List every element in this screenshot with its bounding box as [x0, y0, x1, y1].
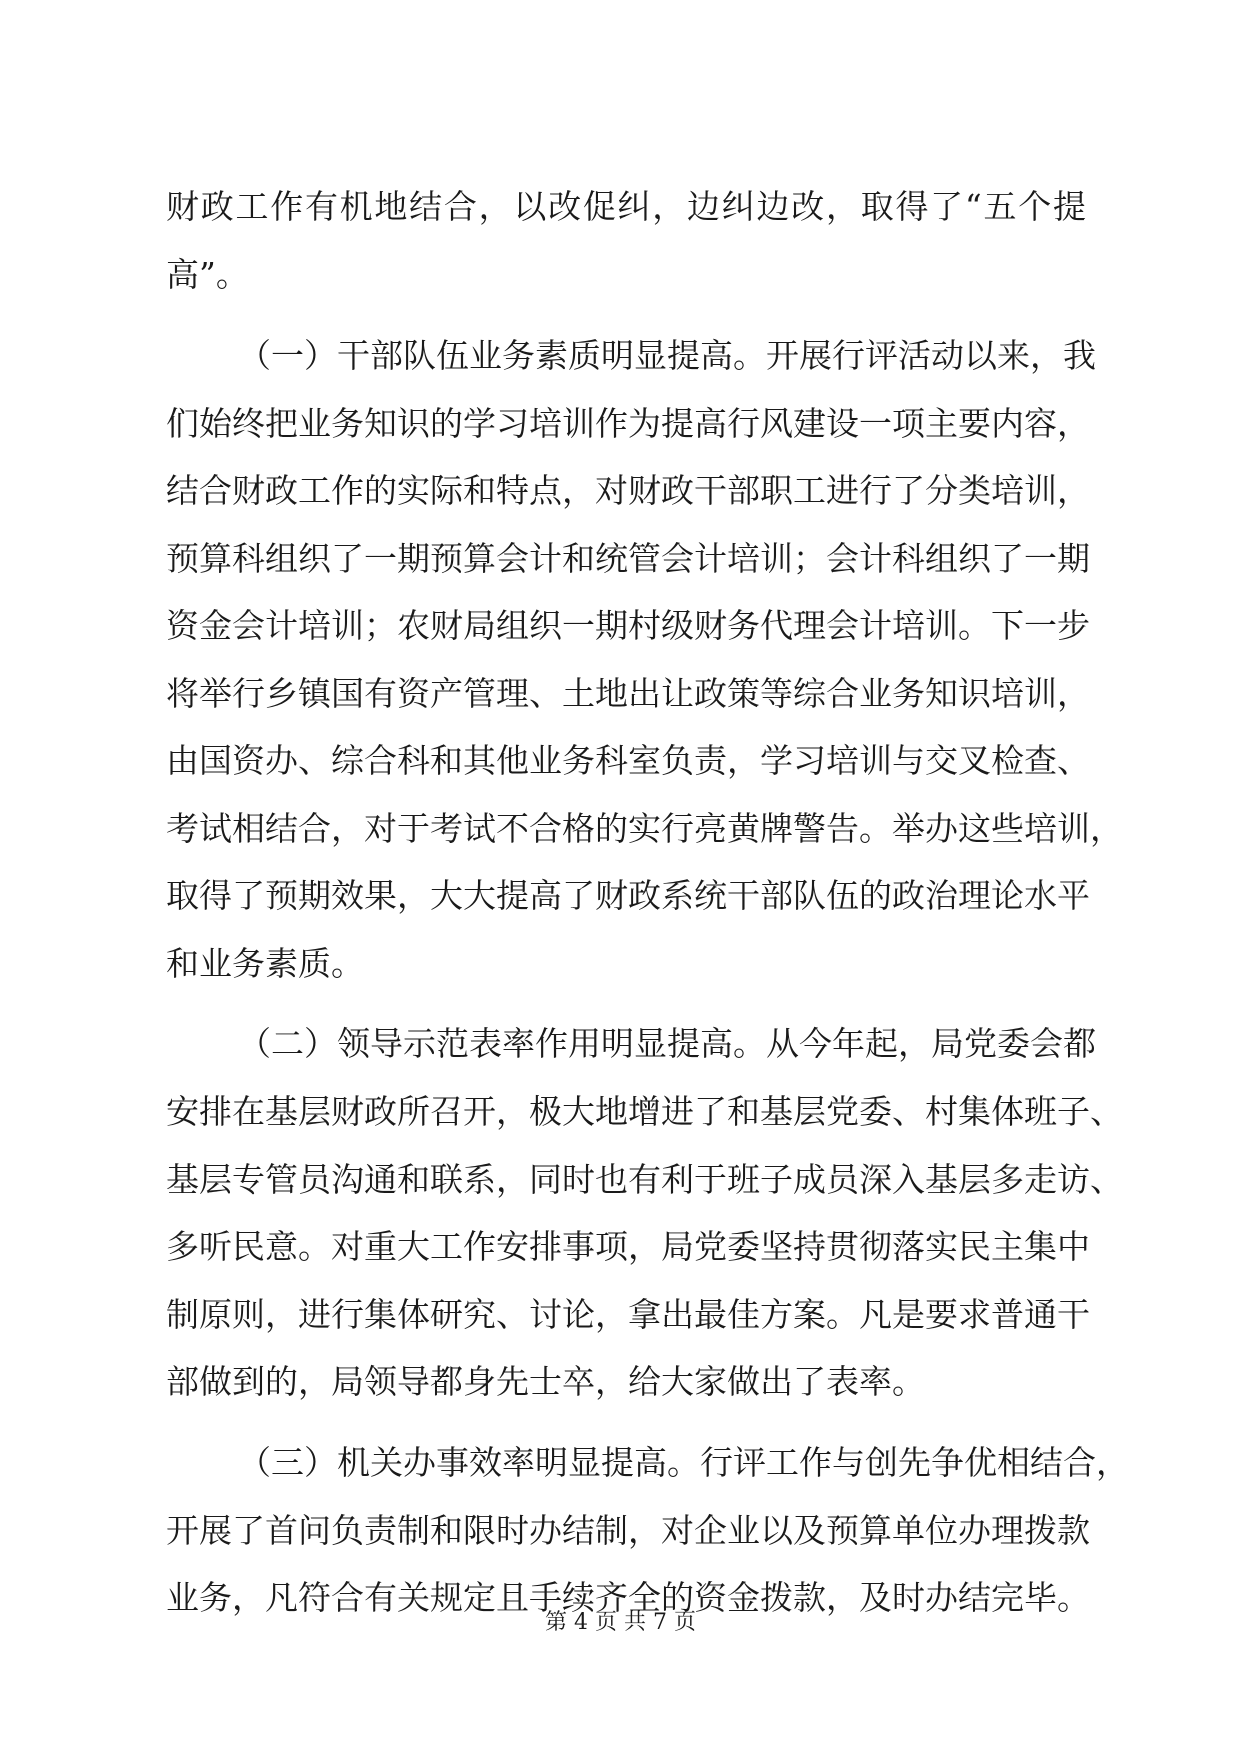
- text-line: 财政工作有机地结合，以改促纠，边纠边改，取得了“五个提: [166, 187, 1086, 226]
- text-line: 资金会计培训；农财局组织一期村级财务代理会计培训。下一步: [166, 606, 1090, 645]
- text-line: 部做到的，局领导都身先士卒，给大家做出了表率。: [166, 1362, 925, 1401]
- page-footer: 第 4 页 共 7 页: [545, 1610, 696, 1635]
- text-line: 安排在基层财政所召开，极大地增进了和基层党委、村集体班子、: [166, 1092, 1123, 1131]
- text-line: 开展了首问负责制和限时办结制，对企业以及预算单位办理拨款: [166, 1511, 1090, 1550]
- text-line: 由国资办、综合科和其他业务科室负责，学习培训与交叉检查、: [166, 741, 1090, 780]
- text-line: 制原则，进行集体研究、讨论，拿出最佳方案。凡是要求普通干: [166, 1295, 1090, 1334]
- text-line: 和业务素质。: [166, 944, 364, 983]
- text-line: 考试相结合，对于考试不合格的实行亮黄牌警告。举办这些培训，: [166, 809, 1123, 848]
- text-line: 基层专管员沟通和联系，同时也有利于班子成员深入基层多走访、: [166, 1160, 1123, 1199]
- text-line: 预算科组织了一期预算会计和统管会计培训；会计科组织了一期: [166, 539, 1090, 578]
- paragraph-2-first-line: （二）领导示范表率作用明显提高。从今年起，局党委会都: [238, 1024, 1096, 1063]
- text-line: 取得了预期效果，大大提高了财政系统干部队伍的政治理论水平: [166, 876, 1090, 915]
- text-line: 将举行乡镇国有资产管理、土地出让政策等综合业务知识培训，: [166, 674, 1090, 713]
- text-line: 结合财政工作的实际和特点，对财政干部职工进行了分类培训，: [166, 471, 1090, 510]
- text-line: 多听民意。对重大工作安排事项，局党委坚持贯彻落实民主集中: [166, 1227, 1090, 1266]
- text-line: 高”。: [166, 255, 249, 294]
- paragraph-1-first-line: （一）干部队伍业务素质明显提高。开展行评活动以来，我: [238, 336, 1096, 375]
- text-line: 们始终把业务知识的学习培训作为提高行风建设一项主要内容，: [166, 404, 1090, 443]
- text-line: 业务，凡符合有关规定且手续齐全的资金拨款，及时办结完毕。: [166, 1578, 1090, 1617]
- paragraph-3-first-line: （三）机关办事效率明显提高。行评工作与创先争优相结合，: [238, 1443, 1129, 1482]
